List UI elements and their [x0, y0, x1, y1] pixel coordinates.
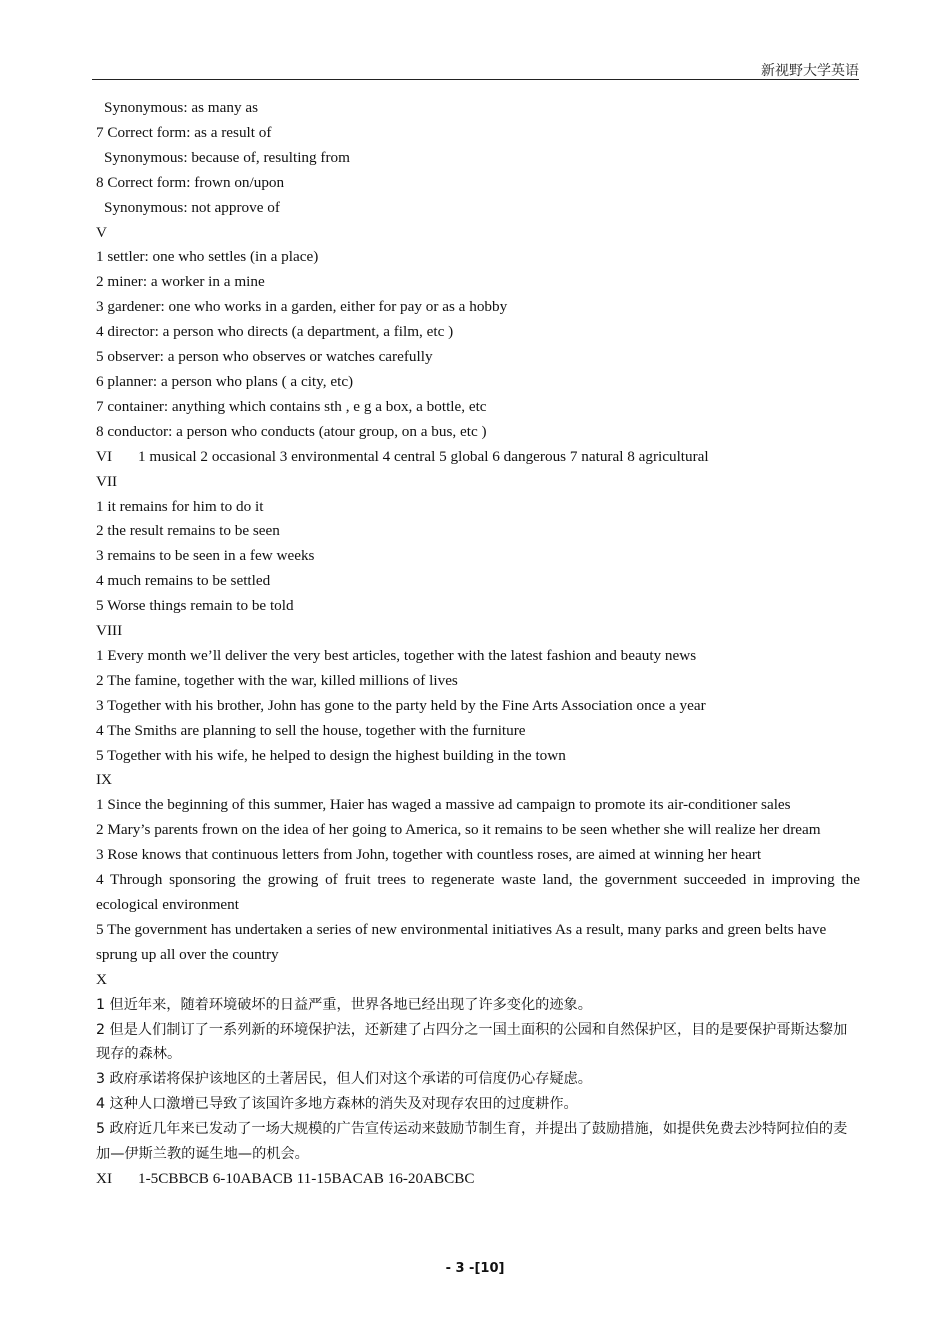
- text-line: 3 gardener: one who works in a garden, either for pay or as a hobby: [96, 298, 508, 316]
- translation-line: 5 政府近几年来已发动了一场大规模的广告宣传运动来鼓励节制生育，并提出了鼓励措施，如提供免费去沙特阿拉伯的麦加—伊斯兰教的诞生地—的机会。: [96, 1121, 848, 1163]
- text-line: Synonymous: because of, resulting from: [104, 148, 350, 166]
- text-line: 3 remains to be seen in a few weeks: [96, 547, 315, 565]
- text-line: 1 settler: one who settles (in a place): [96, 248, 319, 266]
- text-line: 8 conductor: a person who conducts (atour group, on a bus, etc ): [96, 422, 487, 440]
- text-line: 4 much remains to be settled: [96, 572, 271, 590]
- text-line: 2 Mary’s parents frown on the idea of her going to America, so it remains to be seen whether she will realize her dream: [96, 821, 821, 839]
- section-heading: V: [96, 223, 107, 241]
- text-line: 2 The famine, together with the war, killed millions of lives: [96, 671, 458, 689]
- text-line: Synonymous: not approve of: [104, 198, 280, 216]
- text-line: 1 it remains for him to do it: [96, 497, 264, 515]
- answer-key-content: [96, 96, 860, 1192]
- text-line: 3 Rose knows that continuous letters from John, together with countless roses, are aimed at winning her heart: [96, 846, 762, 864]
- text-line: 1-5CBBCB 6-10ABACB 11-15BACAB 16-20ABCBC: [138, 1169, 475, 1187]
- text-line: 5 Worse things remain to be told: [96, 597, 294, 615]
- page-header: [92, 58, 859, 80]
- text-line: 2 the result remains to be seen: [96, 522, 280, 540]
- text-line: 1 musical 2 occasional 3 environmental 4 central 5 global 6 dangerous 7 natural 8 agricultural: [138, 447, 709, 465]
- text-line: 6 planner: a person who plans ( a city, etc): [96, 372, 354, 390]
- text-line: Synonymous: as many as: [104, 99, 258, 116]
- text-line: 4 The Smiths are planning to sell the house, together with the furniture: [96, 721, 526, 739]
- text-line: 4 director: a person who directs (a department, a film, etc ): [96, 323, 454, 341]
- text-line: 7 container: anything which contains sth , e g a box, a bottle, etc: [96, 397, 487, 415]
- text-line: 3 Together with his brother, John has gone to the party held by the Fine Arts Association once a year: [96, 696, 706, 714]
- section-vi-line: [96, 445, 860, 470]
- text-line: 1 Since the beginning of this summer, Haier has waged a massive ad campaign to promote its air-conditioner sales: [96, 796, 791, 814]
- section-heading: XI: [96, 1169, 113, 1187]
- translation-line: 3 政府承诺将保护该地区的土著居民，但人们对这个承诺的可信度仍心存疑虑。: [96, 1071, 592, 1088]
- translation-line: 1 但近年来，随着环境破坏的日益严重，世界各地已经出现了许多变化的迹象。: [96, 996, 592, 1013]
- text-line: 2 miner: a worker in a mine: [96, 273, 265, 291]
- text-line: 8 Correct form: frown on/upon: [96, 173, 285, 191]
- translation-line: 4 这种人口激增已导致了该国许多地方森林的消失及对现存农田的过度耕作。: [96, 1096, 578, 1113]
- section-heading: IX: [96, 771, 113, 789]
- section-heading: VIII: [96, 622, 123, 640]
- section-heading: X: [96, 970, 107, 988]
- section-xi-line: [96, 1167, 860, 1192]
- text-line: 5 Together with his wife, he helped to design the highest building in the town: [96, 746, 566, 764]
- text-line: 5 The government has undertaken a series of new environmental initiatives As a result, many parks and green belts have sprung up all over the country: [96, 920, 827, 963]
- text-line: 4 Through sponsoring the growing of fruit trees to regenerate waste land, the government succeeded in improving the ecological environment: [96, 871, 860, 913]
- header-title: 新视野大学英语: [761, 63, 859, 79]
- text-line: 1 Every month we’ll deliver the very best articles, together with the latest fashion and beauty news: [96, 646, 697, 664]
- section-heading: VI: [96, 447, 113, 465]
- text-line: 5 observer: a person who observes or watches carefully: [96, 348, 433, 366]
- section-heading: VII: [96, 472, 118, 490]
- text-line: 7 Correct form: as a result of: [96, 123, 272, 141]
- translation-line: 2 但是人们制订了一系列新的环境保护法，还新建了占四分之一国土面积的公园和自然保护区，目的是要保护哥斯达黎加现存的森林。: [96, 1021, 848, 1063]
- page-number: - 3 -[10]: [445, 1261, 505, 1276]
